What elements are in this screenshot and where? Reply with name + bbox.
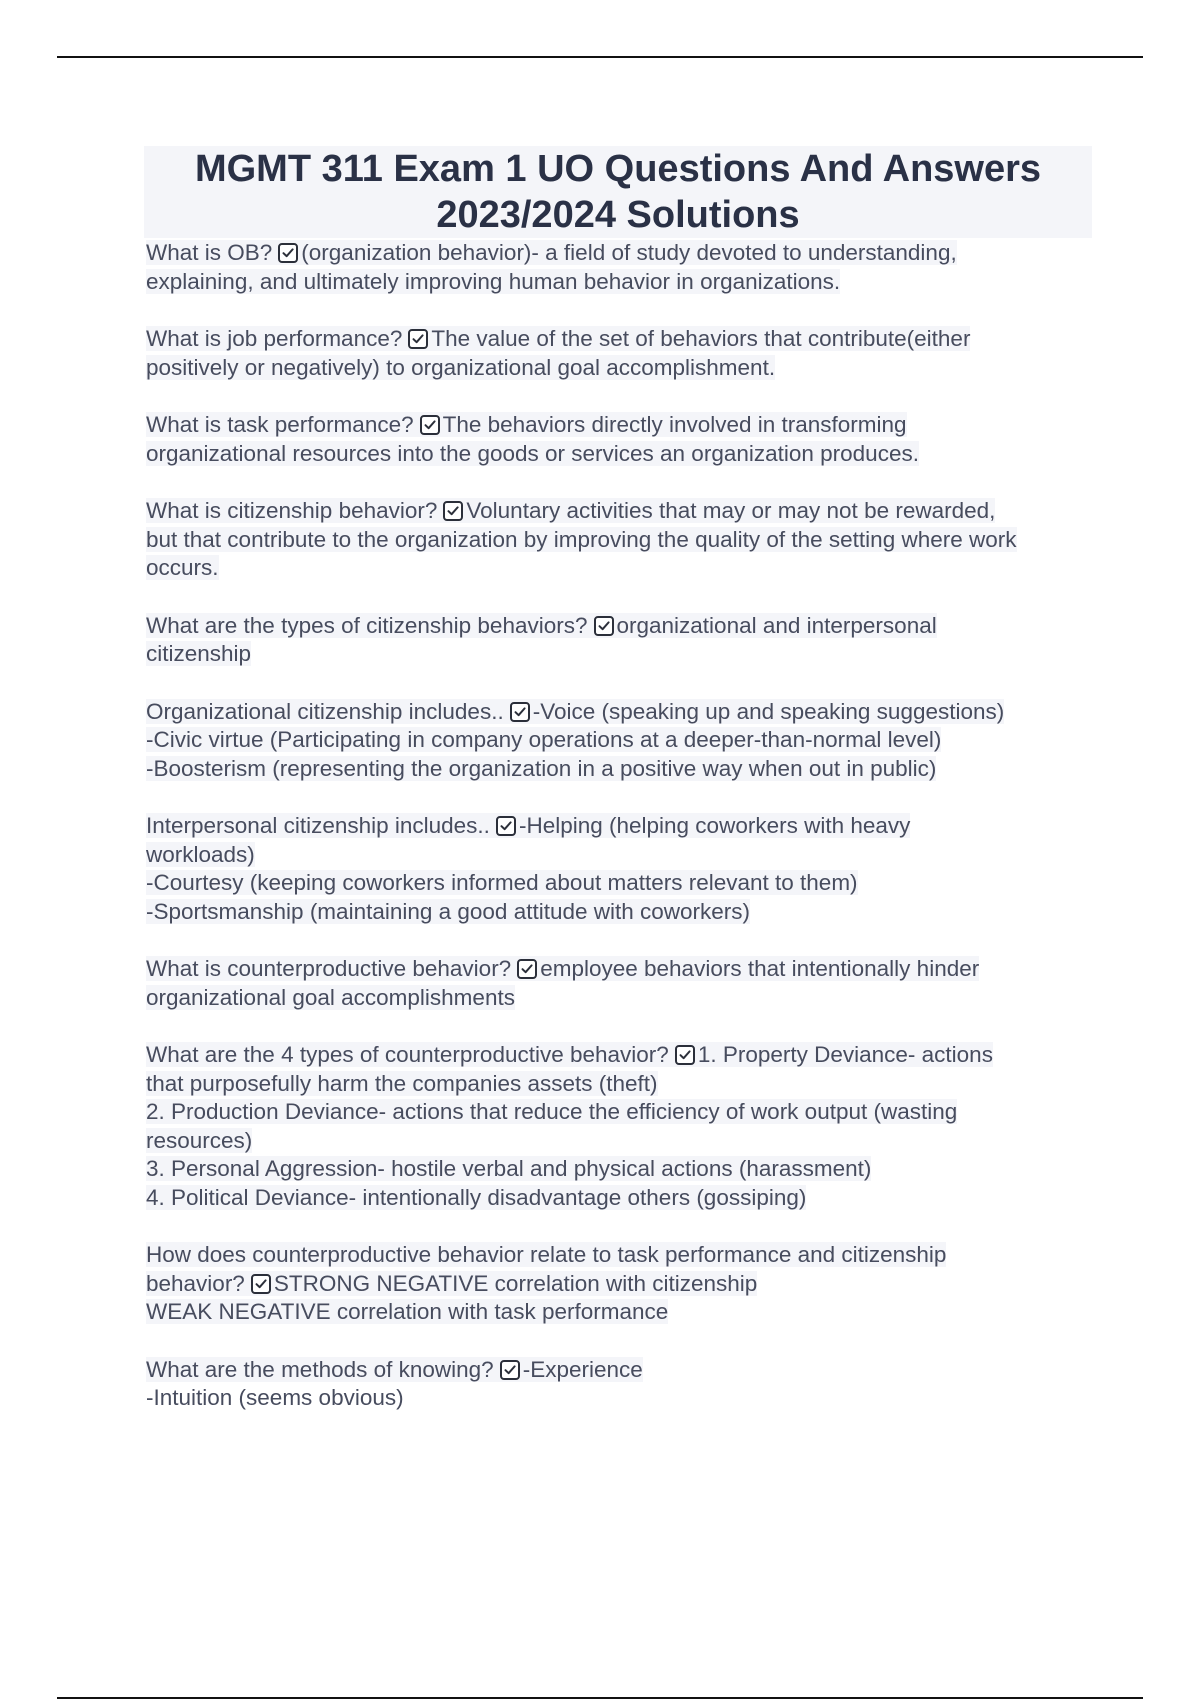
- question-text: What are the types of citizenship behaviors?: [146, 612, 588, 638]
- qa-list: [146, 239, 1106, 1442]
- checkbox-icon: [496, 816, 516, 836]
- answer-text: The value of the set of behaviors that contribute(either: [431, 326, 971, 351]
- answer-continuation: 2. Production Deviance- actions that reduce the efficiency of work output (wasting: [146, 1099, 958, 1124]
- qa-item: [146, 1241, 1106, 1327]
- answer-continuation: but that contribute to the organization by improving the quality of the setting where work: [146, 526, 1017, 552]
- bottom-rule: [57, 1697, 1143, 1699]
- answer-continuation: resources): [146, 1127, 253, 1153]
- checkbox-icon: [420, 415, 440, 435]
- answer-continuation: -Sportsmanship (maintaining a good attitude with coworkers): [146, 898, 751, 924]
- top-rule: [57, 56, 1143, 58]
- question-text: What is task performance?: [146, 412, 414, 437]
- answer-text: -Helping (helping coworkers with heavy: [518, 813, 911, 838]
- answer-text: -Voice (speaking up and speaking suggestions): [532, 698, 1005, 724]
- answer-continuation: positively or negatively) to organizational goal accomplishment.: [146, 354, 776, 380]
- qa-item: [146, 698, 1106, 784]
- answer-continuation: 3. Personal Aggression- hostile verbal and physical actions (harassment): [146, 1156, 872, 1181]
- answer-continuation: -Courtesy (keeping coworkers informed about matters relevant to them): [146, 870, 858, 895]
- answer-continuation: -Civic virtue (Participating in company operations at a deeper-than-normal level): [146, 727, 942, 752]
- answer-continuation: organizational goal accomplishments: [146, 984, 515, 1010]
- answer-text: organizational and interpersonal: [616, 612, 937, 638]
- question-text: What is OB?: [146, 240, 273, 265]
- checkbox-icon: [594, 616, 614, 636]
- qa-item: [146, 239, 1106, 296]
- qa-item: [146, 1041, 1106, 1212]
- answer-text: 1. Property Deviance- actions: [697, 1042, 993, 1067]
- title-line-1: MGMT 311 Exam 1 UO Questions And Answers: [194, 148, 1042, 190]
- document-title: [144, 146, 1092, 238]
- answer-continuation: that purposefully harm the companies assets (theft): [146, 1070, 658, 1096]
- qa-item: [146, 612, 1106, 669]
- checkbox-icon: [251, 1274, 271, 1294]
- checkbox-icon: [408, 329, 428, 349]
- question-text: Interpersonal citizenship includes..: [146, 813, 490, 838]
- question-text: What are the 4 types of counterproductive behavior?: [146, 1042, 669, 1067]
- qa-item: [146, 325, 1106, 382]
- question-text: What is job performance?: [146, 326, 403, 351]
- answer-continuation: workloads): [146, 841, 255, 867]
- answer-continuation: organizational resources into the goods or services an organization produces.: [146, 440, 919, 466]
- checkbox-icon: [517, 959, 537, 979]
- checkbox-icon: [675, 1045, 695, 1065]
- question-text-continued: behavior?: [146, 1270, 245, 1296]
- checkbox-icon: [443, 501, 463, 521]
- question-text: What is counterproductive behavior?: [146, 956, 512, 981]
- qa-item: [146, 812, 1106, 926]
- qa-item: [146, 1356, 1106, 1413]
- answer-text: -Experience: [522, 1356, 643, 1382]
- answer-continuation: -Intuition (seems obvious): [146, 1385, 404, 1410]
- answer-continuation: -Boosterism (representing the organization in a positive way when out in public): [146, 755, 937, 781]
- qa-item: [146, 411, 1106, 468]
- question-text: What is citizenship behavior?: [146, 498, 438, 523]
- answer-text: STRONG NEGATIVE correlation with citizenship: [273, 1270, 758, 1296]
- checkbox-icon: [278, 243, 298, 263]
- answer-text: (organization behavior)- a field of study devoted to understanding,: [301, 240, 957, 265]
- question-text: What are the methods of knowing?: [146, 1356, 494, 1382]
- answer-continuation: explaining, and ultimately improving human behavior in organizations.: [146, 268, 841, 294]
- answer-text: Voluntary activities that may or may not be rewarded,: [466, 498, 996, 523]
- question-text: Organizational citizenship includes..: [146, 698, 504, 724]
- answer-continuation: WEAK NEGATIVE correlation with task performance: [146, 1299, 669, 1324]
- qa-item: [146, 497, 1106, 583]
- title-line-2: 2023/2024 Solutions: [436, 194, 800, 236]
- answer-text: The behaviors directly involved in transforming: [442, 412, 907, 437]
- checkbox-icon: [500, 1360, 520, 1380]
- answer-continuation: citizenship: [146, 641, 252, 666]
- question-text: How does counterproductive behavior relate to task performance and citizenship: [146, 1242, 947, 1267]
- answer-continuation: 4. Political Deviance- intentionally disadvantage others (gossiping): [146, 1184, 807, 1210]
- checkbox-icon: [510, 702, 530, 722]
- answer-text: employee behaviors that intentionally hinder: [540, 956, 980, 981]
- qa-item: [146, 955, 1106, 1012]
- answer-continuation: occurs.: [146, 555, 219, 580]
